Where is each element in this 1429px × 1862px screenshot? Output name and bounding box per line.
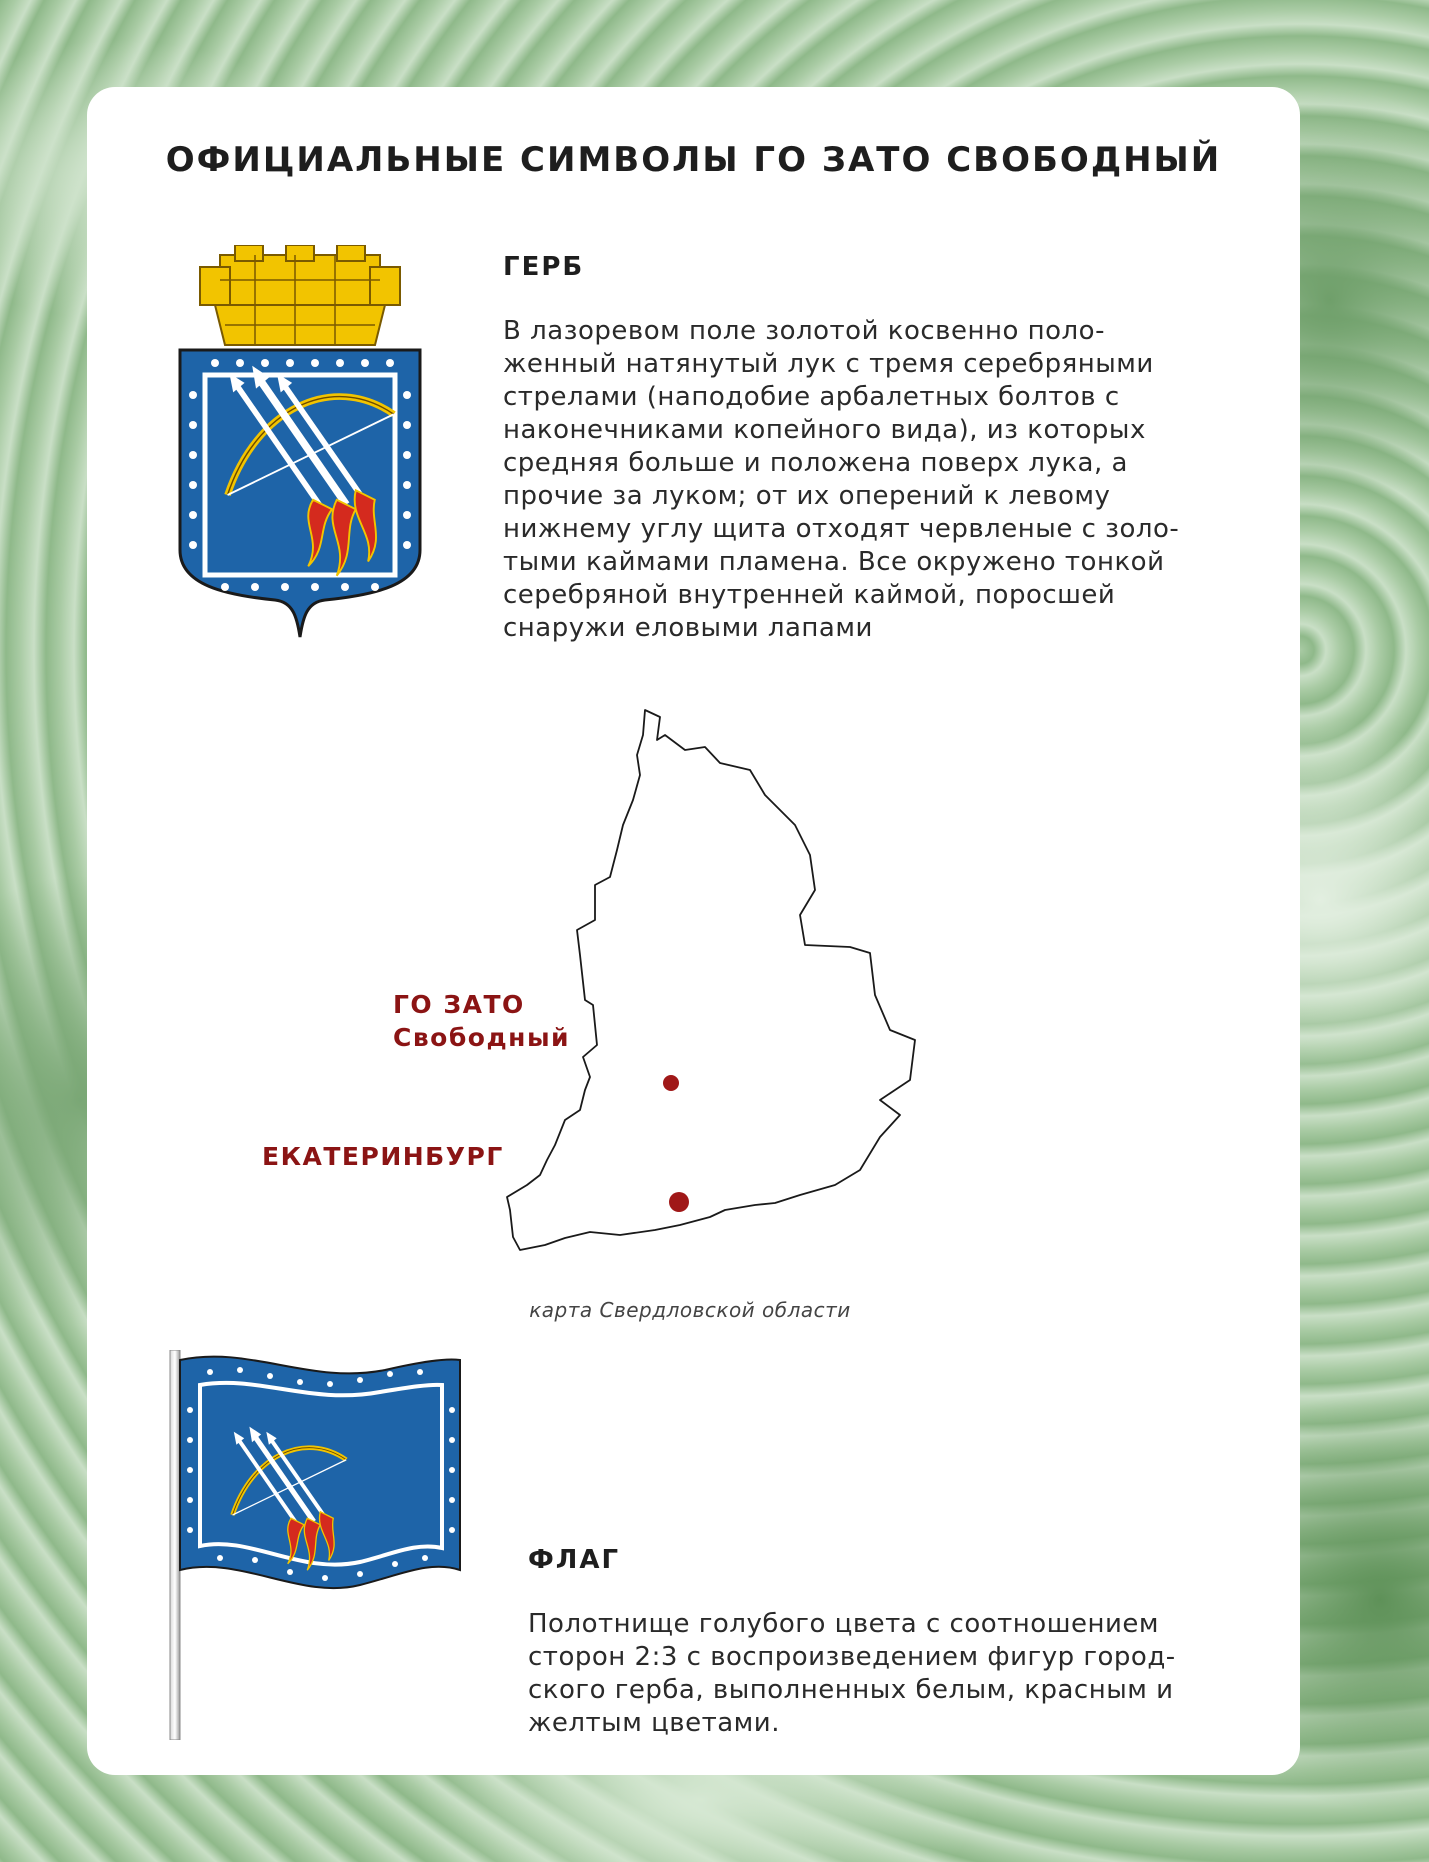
ekaterinburg-marker — [669, 1192, 689, 1212]
svobodny-label: ГО ЗАТО Свободный — [393, 990, 571, 1052]
description-line: снаружи еловыми лапами — [503, 613, 873, 643]
description-line: серебряной внутренней каймой, поросшей — [503, 580, 1116, 610]
description-line: стрелами (наподобие арбалетных болтов с — [503, 382, 1120, 412]
description-line: женный натянутый лук с тремя серебряными — [503, 349, 1154, 379]
description-line: наконечниками копейного вида), из которых — [503, 415, 1146, 445]
description-line: ского герба, выполненных белым, красным и — [528, 1675, 1174, 1705]
coat-of-arms-heading: ГЕРБ — [503, 252, 585, 282]
description-line: В лазоревом поле золотой косвенно поло- — [503, 316, 1105, 346]
svobodny-marker — [663, 1075, 679, 1091]
region-outline — [507, 710, 915, 1250]
coat-of-arms-description — [503, 315, 1179, 645]
description-line: Полотнище голубого цвета с соотношением — [528, 1609, 1159, 1639]
flag-heading: ФЛАГ — [528, 1545, 621, 1575]
description-line: желтым цветами. — [528, 1708, 780, 1738]
ekaterinburg-label: ЕКАТЕРИНБУРГ — [262, 1142, 504, 1171]
description-line: сторон 2:3 с воспроизведением фигур город- — [528, 1642, 1176, 1672]
flag-image — [160, 1350, 470, 1740]
sverdlovsk-region-map — [505, 705, 975, 1265]
flag-description — [528, 1608, 1176, 1740]
coat-of-arms-image — [175, 245, 425, 640]
description-line: нижнему углу щита отходят червленые с золо- — [503, 514, 1180, 544]
page-title: ОФИЦИАЛЬНЫЕ СИМВОЛЫ ГО ЗАТО СВОБОДНЫЙ — [165, 140, 1222, 180]
description-line: средняя больше и положена поверх лука, а — [503, 448, 1128, 478]
description-line: прочие за луком; от их оперений к левому — [503, 481, 1111, 511]
description-line: тыми каймами пламена. Все окружено тонкой — [503, 547, 1165, 577]
map-caption: карта Свердловской области — [529, 1298, 851, 1322]
